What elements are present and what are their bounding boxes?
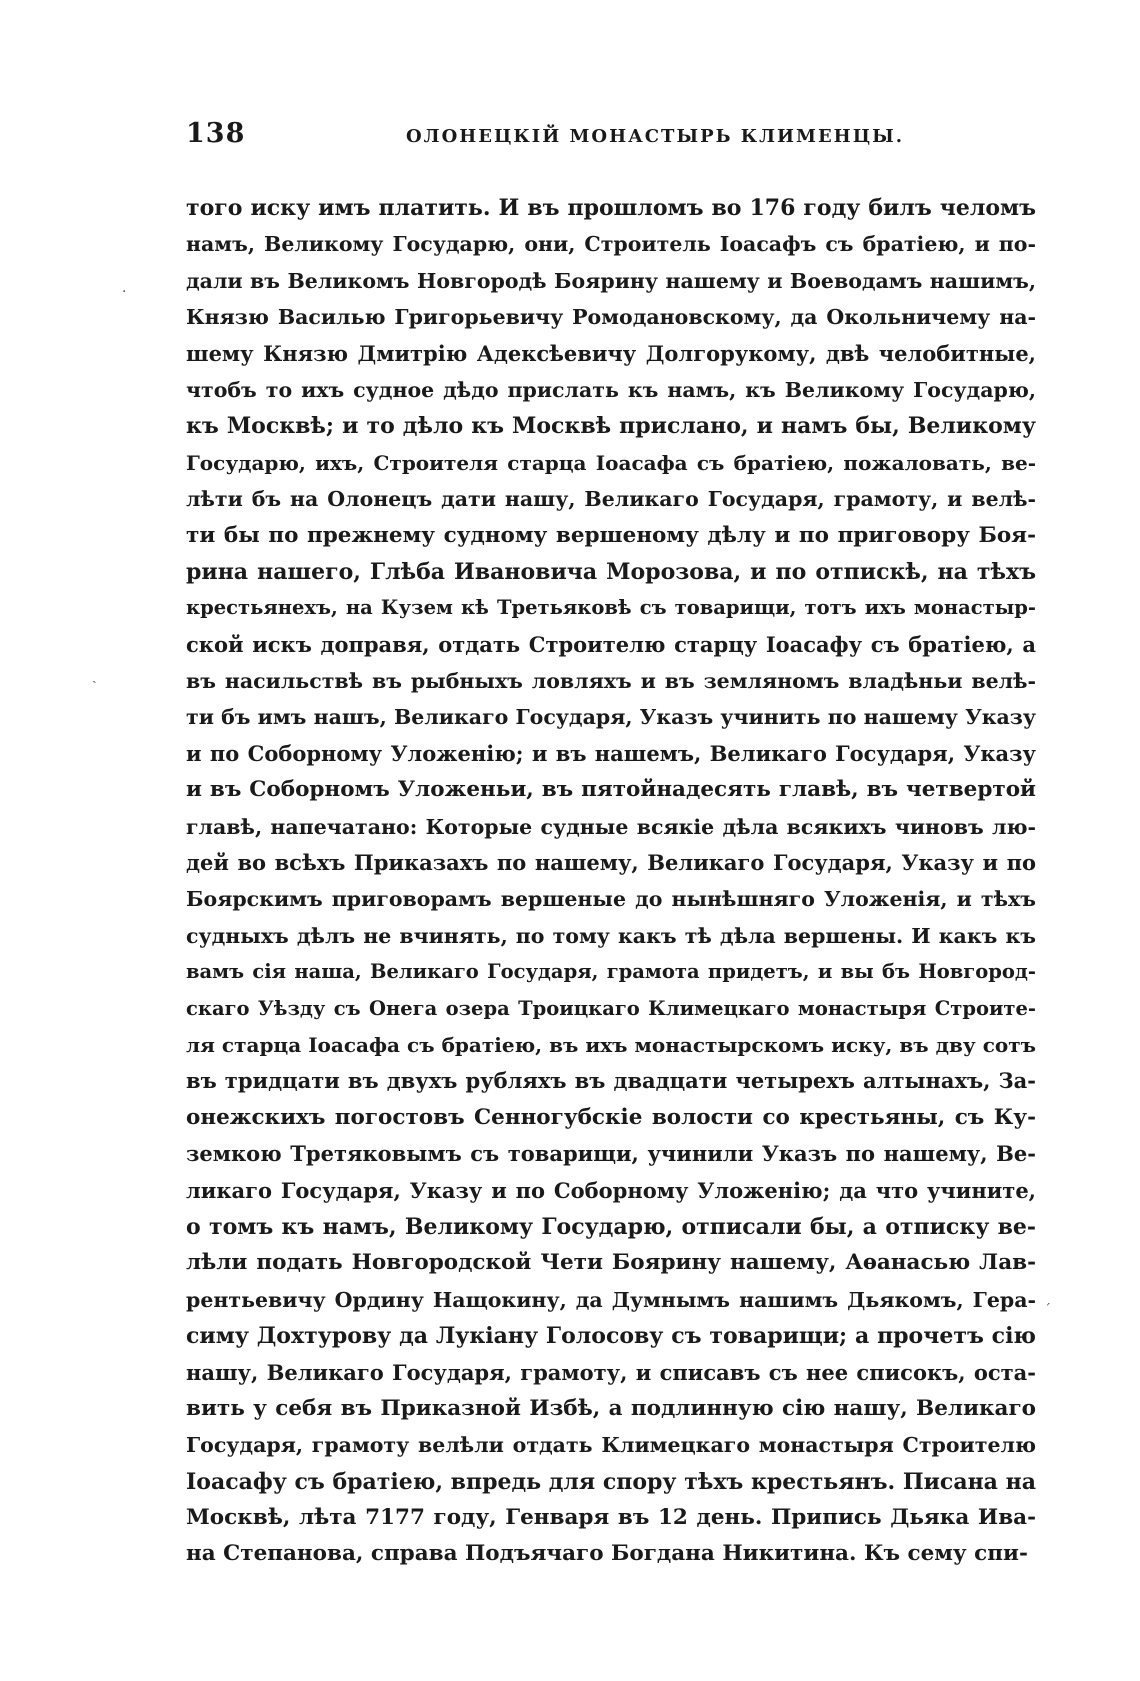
margin-mark: ·	[122, 284, 127, 300]
text-line: рина нашего, Глѣба Ивановича Морозова, и по отпискѣ, на тѣхъ	[186, 558, 1036, 585]
text-line: вамъ сія наша, Великаго Государя, грамота придетъ, и вы бъ Новгород-	[186, 960, 1036, 984]
text-line: Государю, ихъ, Строителя старца Іоасафа съ братіею, пожаловать, ве-	[186, 450, 1036, 475]
body-text	[186, 190, 1036, 1573]
page-header	[186, 118, 1036, 158]
text-line: Іоасафу съ братіею, впредь для спору тѣхъ крестьянъ. Писана на	[186, 1468, 1036, 1495]
text-line: Москвѣ, лѣта 7177 году, Генваря въ 12 день. Припись Дьяка Ива-	[186, 1505, 1036, 1531]
text-line: крестьянехъ, на Кузем кѣ Третьяковѣ съ товарищи, тотъ ихъ монастыр-	[186, 596, 1036, 620]
text-line: лѣти бъ на Олонецъ дати нашу, Великаго Государя, грамоту, и велѣ-	[186, 487, 1036, 512]
text-line: шему Князю Дмитрію Адексѣевичу Долгорукому, двѣ челобитные,	[186, 340, 1036, 366]
text-line: къ Москвѣ; и то дѣло къ Москвѣ прислано, и намъ бы, Великому	[186, 413, 1036, 440]
text-line: чтобъ то ихъ судное дѣдо прислать къ намъ, къ Великому Государю,	[186, 377, 1036, 402]
text-line: ля старца Іоасафа съ братіею, въ ихъ монастырскомъ иску, въ дву сотъ	[186, 1032, 1036, 1057]
text-line: земкою Третяковымъ съ товарищи, учинили Указъ по нашему, Ве-	[186, 1141, 1036, 1167]
text-line: въ тридцати въ двухъ рубляхъ въ двадцати четырехъ алтынахъ, За-	[186, 1068, 1036, 1094]
text-line: дей во всѣхъ Приказахъ по нашему, Великаго Государя, Указу и по	[186, 850, 1036, 876]
text-line: дали въ Великомъ Новгородѣ Боярину нашему и Воеводамъ нашимъ,	[186, 268, 1036, 293]
text-line: ти бъ имъ нашъ, Великаго Государя, Указъ учинить по нашему Указу	[186, 705, 1036, 730]
text-line: Государя, грамоту велѣли отдать Климецкаго монастыря Строителю	[186, 1433, 1036, 1458]
text-line: главѣ, напечатано: Которые судные всякіе дѣла всякихъ чиновъ лю-	[186, 814, 1036, 839]
text-line: вить у себя въ Приказной Избѣ, а подлинную сію нашу, Великаго	[186, 1395, 1036, 1421]
text-line: на Степанова, справа Подъячаго Богдана Никитина. Къ сему спи-	[186, 1541, 1028, 1567]
text-line: ти бы по прежнему судному вершеному дѣлу и по приговору Боя-	[186, 522, 1036, 548]
text-line: симу Дохтурову да Лукіану Голосову съ товарищи; а прочетъ сію	[186, 1323, 1036, 1350]
text-line: въ насильствѣ въ рыбныхъ ловляхъ и въ земляномъ владѣньи велѣ-	[186, 669, 1036, 694]
text-line: рентьевичу Ордину Нащокину, да Думнымъ нашимъ Дьякомъ, Гера-	[186, 1287, 1036, 1312]
text-line: скаго Уѣзду съ Онега озера Троицкаго Климецкаго монастыря Строите-	[186, 996, 1036, 1020]
text-line: о томъ къ намъ, Великому Государю, отписали бы, а отписку ве-	[186, 1213, 1036, 1240]
text-line: и въ Соборномъ Уложеньи, въ пятойнадесять главѣ, въ четвертой	[186, 777, 1036, 803]
text-line: Князю Василью Григорьевичу Ромодановскому, да Окольничему на-	[186, 305, 1036, 330]
text-line: онежскихъ погостовъ Сенногубскіе волости со крестьяны, съ Ку-	[186, 1104, 1036, 1130]
margin-mark: ˎ	[92, 668, 97, 684]
page-number: 138	[186, 118, 246, 149]
text-line: Боярскимъ приговорамъ вершеные до нынѣшняго Уложенія, и тѣхъ	[186, 887, 1036, 912]
text-line: и по Соборному Уложенію; и въ нашемъ, Великаго Государя, Указу	[186, 740, 1036, 766]
text-line: намъ, Великому Государю, они, Строитель Іоасафъ съ братіею, и по-	[186, 232, 1036, 257]
text-line: судныхъ дѣлъ не вчинять, по тому какъ тѣ дѣла вершены. И какъ къ	[186, 923, 1036, 948]
text-line: нашу, Великаго Государя, грамоту, и списавъ съ нее списокъ, оста-	[186, 1359, 1036, 1385]
margin-mark: ˊ	[1044, 1302, 1051, 1318]
text-line: ской искъ доправя, отдать Строителю старцу Іоасафу съ братіею, а	[186, 631, 1036, 657]
text-line: лѣли подать Новгородской Чети Боярину нашему, Аѳанасью Лав-	[186, 1250, 1036, 1276]
running-title: ОЛОНЕЦКІЙ МОНАСТЫРЬ КЛИМЕНЦЫ.	[406, 126, 904, 147]
text-line: ликаго Государя, Указу и по Соборному Уложенію; да что учините,	[186, 1177, 1036, 1203]
text-line: того иску имъ платить. И въ прошломъ во 176 году билъ челомъ	[186, 195, 1036, 221]
